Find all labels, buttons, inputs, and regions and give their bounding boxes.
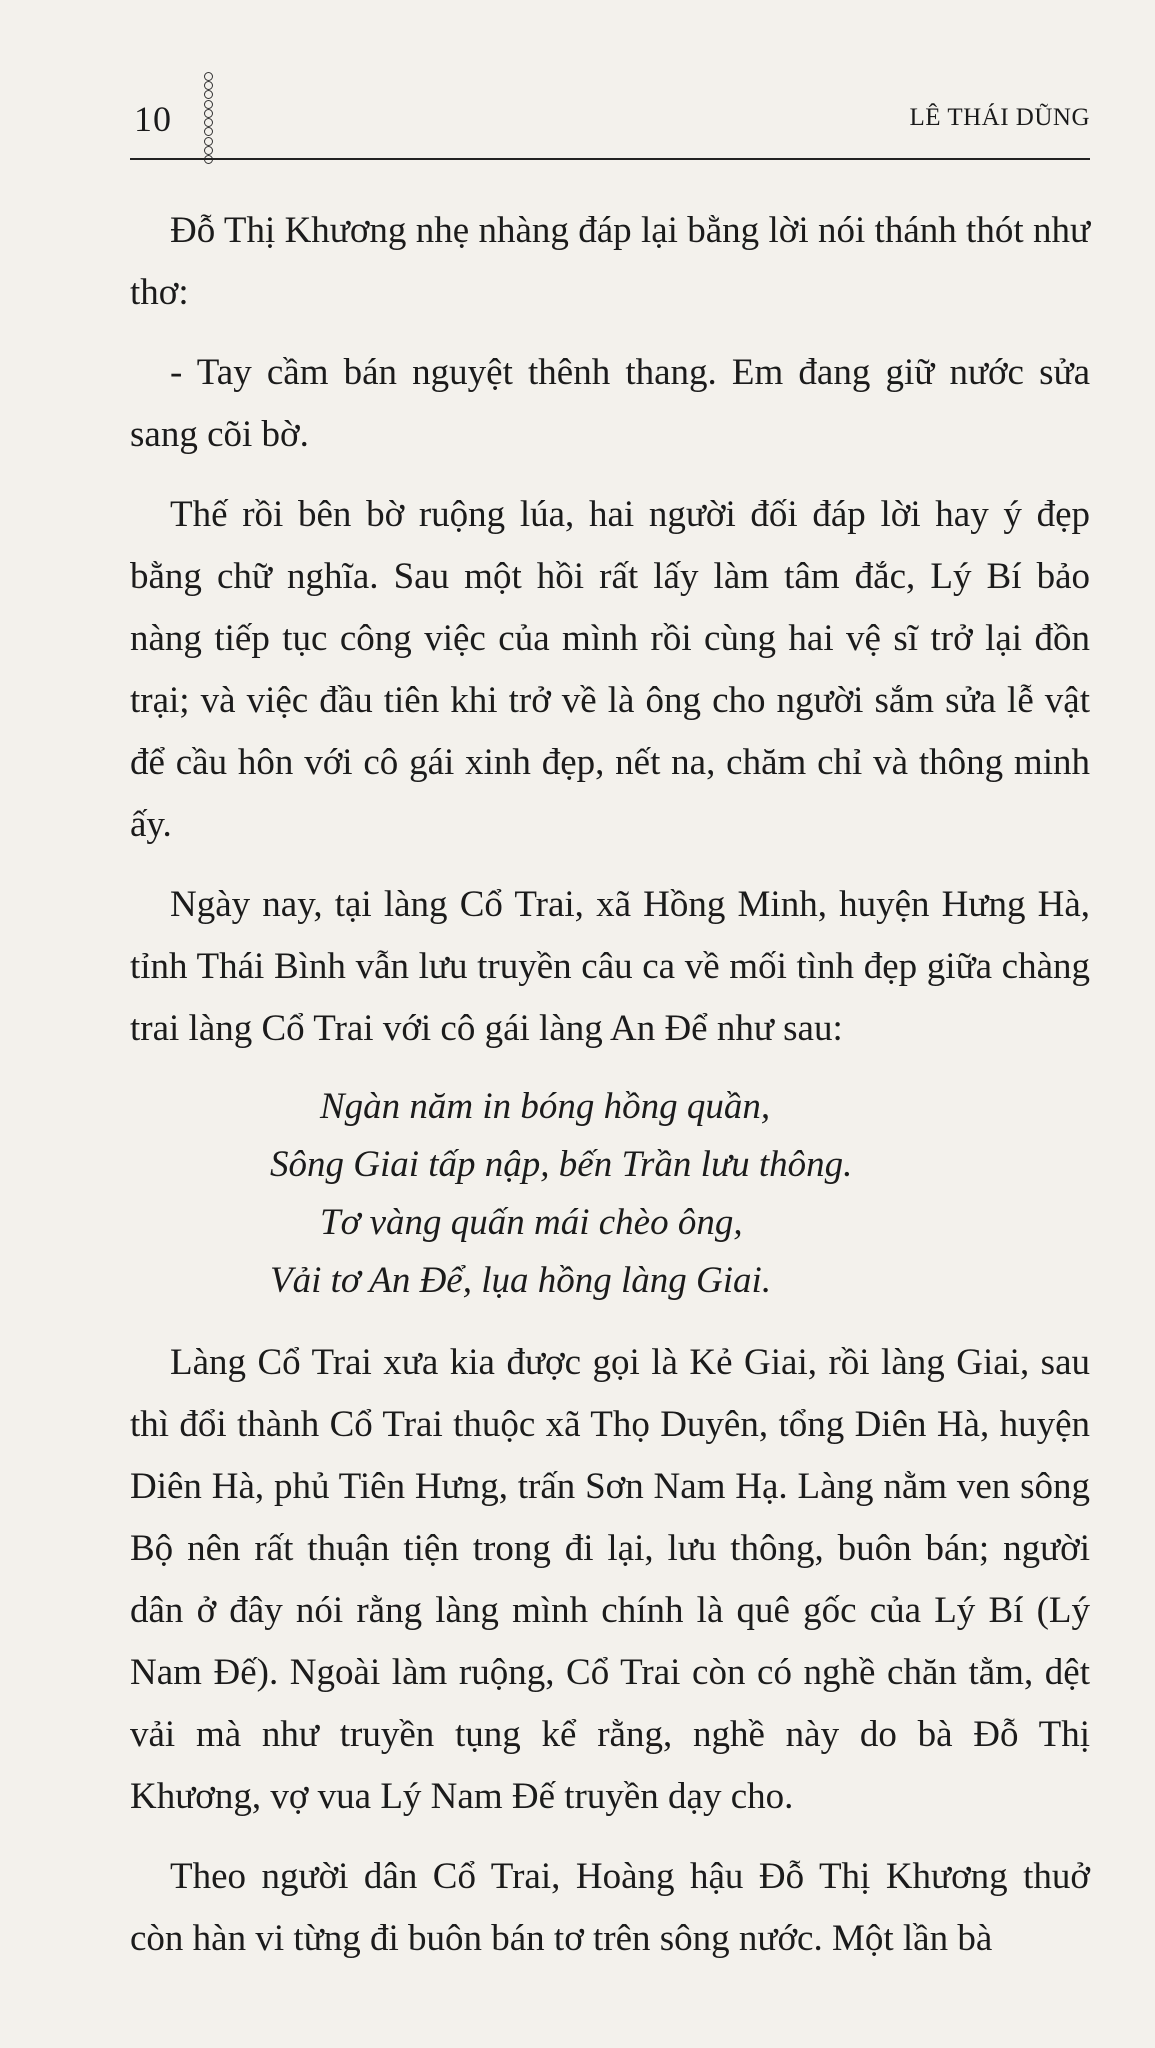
ornament-divider-icon xyxy=(202,72,214,164)
paragraph: Làng Cổ Trai xưa kia được gọi là Kẻ Giai, rồi làng Giai, sau thì đổi thành Cổ Trai thuộc xã Thọ Duyên, tổng Diên Hà, huyện Diên Hà, phủ Tiên Hưng, trấn Sơn Nam Hạ. Làng nằm ven sông Bộ nên rất thuận tiện trong đi lại, lưu thông, buôn bán; người dân ở đây nói rằng làng mình chính là quê gốc của Lý Bí (Lý Nam Đế). Ngoài làm ruộng, Cổ Trai còn có nghề chăn tằm, dệt vải mà như truyền tụng kể rằng, nghề này do bà Đỗ Thị Khương, vợ vua Lý Nam Đế truyền dạy cho. xyxy=(130,1342,1090,1817)
paragraph: Thế rồi bên bờ ruộng lúa, hai người đối đáp lời hay ý đẹp bằng chữ nghĩa. Sau một hồi rất lấy làm tâm đắc, Lý Bí bảo nàng tiếp tục công việc của mình rồi cùng hai vệ sĩ trở lại đồn trại; và việc đầu tiên khi trở về là ông cho người sắm sửa lễ vật để cầu hôn với cô gái xinh đẹp, nết na, chăm chỉ và thông minh ấy. xyxy=(130,494,1090,845)
paragraph: Đỗ Thị Khương nhẹ nhàng đáp lại bằng lời nói thánh thót như thơ: xyxy=(130,210,1090,313)
poem-line: Tơ vàng quấn mái chèo ông, xyxy=(320,1202,743,1243)
running-head: LÊ THÁI DŨNG xyxy=(909,104,1090,131)
header-rule xyxy=(130,158,1090,160)
body-text xyxy=(130,200,1090,1988)
page-header xyxy=(130,92,1090,164)
paragraph: Ngày nay, tại làng Cổ Trai, xã Hồng Minh, huyện Hưng Hà, tỉnh Thái Bình vẫn lưu truyền câu ca về mối tình đẹp giữa chàng trai làng Cổ Trai với cô gái làng An Để như sau: xyxy=(130,884,1090,1049)
poem-line: Ngàn năm in bóng hồng quần, xyxy=(320,1086,771,1127)
dialogue-line: - Tay cầm bán nguyệt thênh thang. Em đang giữ nước sửa sang cõi bờ. xyxy=(130,352,1090,455)
page-number: 10 xyxy=(134,99,172,139)
folk-poem xyxy=(130,1078,1090,1310)
poem-line: Vải tơ An Để, lụa hồng làng Giai. xyxy=(270,1260,772,1301)
poem-line: Sông Giai tấp nập, bến Trần lưu thông. xyxy=(270,1144,853,1185)
paragraph: Theo người dân Cổ Trai, Hoàng hậu Đỗ Thị Khương thuở còn hàn vi từng đi buôn bán tơ trên sông nước. Một lần bà xyxy=(130,1856,1090,1959)
